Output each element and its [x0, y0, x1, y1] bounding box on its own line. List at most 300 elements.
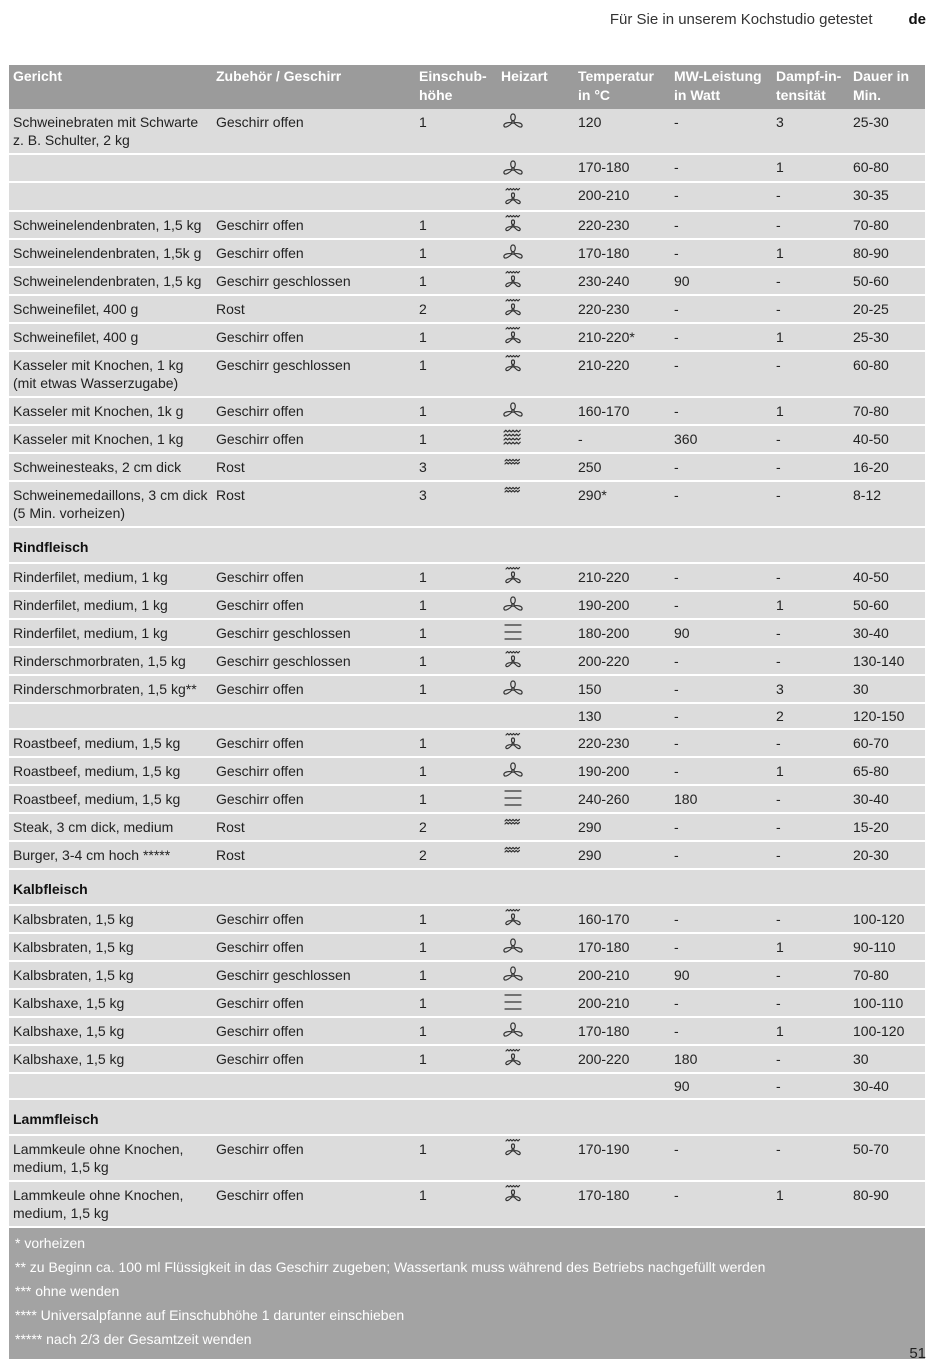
cell-accessory: Geschirr offen [212, 675, 415, 703]
cell-accessory: Geschirr geschlossen [212, 961, 415, 989]
table-row [9, 239, 925, 267]
cell-duration: 30 [849, 675, 925, 703]
page-header-title: Für Sie in unserem Kochstudio getestet [609, 10, 873, 28]
cell-dish [9, 154, 212, 182]
grill-fan-icon [501, 187, 525, 207]
table-row [9, 905, 925, 933]
cell-duration: 40-50 [849, 425, 925, 453]
cell-temperature [574, 1073, 670, 1099]
cell-heating-mode [497, 239, 574, 267]
fan-heat-icon [501, 111, 525, 131]
footnote: *** ohne wenden [15, 1282, 120, 1299]
cell-steam-intensity: - [772, 1135, 849, 1181]
cell-microwave-power: 90 [670, 1073, 772, 1099]
cell-shelf-level: 1 [415, 323, 497, 351]
table-row [9, 295, 925, 323]
table-row [9, 211, 925, 239]
cell-accessory: Geschirr offen [212, 1045, 415, 1073]
cell-duration: 40-50 [849, 563, 925, 591]
cell-shelf-level: 1 [415, 267, 497, 295]
grill-icon [501, 484, 525, 504]
cell-duration: 30-40 [849, 1073, 925, 1099]
cell-temperature: 200-210 [574, 989, 670, 1017]
cell-temperature: 250 [574, 453, 670, 481]
cell-microwave-power: - [670, 989, 772, 1017]
cell-temperature: 180-200 [574, 619, 670, 647]
cell-shelf-level: 1 [415, 109, 497, 154]
cell-temperature: 190-200 [574, 757, 670, 785]
grill-icon [501, 456, 525, 476]
cell-shelf-level: 1 [415, 563, 497, 591]
cell-microwave-power: - [670, 109, 772, 154]
cell-temperature: 170-180 [574, 239, 670, 267]
cell-steam-intensity: - [772, 905, 849, 933]
cell-duration: 30-40 [849, 785, 925, 813]
cell-dish: Rinderschmorbraten, 1,5 kg** [9, 675, 212, 703]
table-row [9, 675, 925, 703]
fan-heat-icon [501, 594, 525, 614]
table-row [9, 425, 925, 453]
cell-steam-intensity: 1 [772, 323, 849, 351]
cell-steam-intensity: - [772, 619, 849, 647]
cell-heating-mode [497, 211, 574, 239]
cell-accessory: Geschirr offen [212, 397, 415, 425]
cell-temperature: 170-180 [574, 933, 670, 961]
table-row [9, 267, 925, 295]
cell-heating-mode [497, 1017, 574, 1045]
cell-microwave-power: - [670, 841, 772, 869]
cell-dish [9, 703, 212, 729]
cell-shelf-level [415, 703, 497, 729]
cell-accessory: Geschirr offen [212, 933, 415, 961]
cell-microwave-power: 90 [670, 961, 772, 989]
grill-fan-icon [501, 1184, 525, 1204]
section-heading-row [9, 527, 925, 563]
cell-microwave-power: - [670, 933, 772, 961]
table-row [9, 619, 925, 647]
cell-dish: Roastbeef, medium, 1,5 kg [9, 729, 212, 757]
cell-shelf-level: 2 [415, 295, 497, 323]
cell-duration: 100-120 [849, 1017, 925, 1045]
cell-microwave-power: - [670, 211, 772, 239]
fan-heat-icon [501, 936, 525, 956]
grill-fan-icon [501, 650, 525, 670]
table-row [9, 351, 925, 397]
cell-dish: Kalbsbraten, 1,5 kg [9, 961, 212, 989]
header-shelf-level: Einschub-höhe [415, 65, 497, 109]
cell-accessory: Rost [212, 813, 415, 841]
cell-temperature: 290 [574, 813, 670, 841]
cell-accessory: Rost [212, 481, 415, 527]
footnotes [9, 1227, 925, 1359]
cell-accessory: Rost [212, 453, 415, 481]
cell-duration: 60-80 [849, 351, 925, 397]
cell-temperature: 290 [574, 841, 670, 869]
fan-heat-icon [501, 760, 525, 780]
cell-steam-intensity: 1 [772, 1181, 849, 1227]
cell-dish: Rinderschmorbraten, 1,5 kg [9, 647, 212, 675]
fan-heat-icon [501, 158, 525, 178]
cell-dish: Roastbeef, medium, 1,5 kg [9, 785, 212, 813]
cell-duration: 15-20 [849, 813, 925, 841]
cell-duration: 90-110 [849, 933, 925, 961]
cell-microwave-power: - [670, 1181, 772, 1227]
grill-fan-icon [501, 908, 525, 928]
table-row [9, 757, 925, 785]
cell-accessory: Geschirr offen [212, 239, 415, 267]
cell-accessory: Geschirr geschlossen [212, 647, 415, 675]
cell-temperature: 240-260 [574, 785, 670, 813]
cell-temperature: - [574, 425, 670, 453]
cell-dish: Kasseler mit Knochen, 1 kg [9, 425, 212, 453]
cell-accessory [212, 154, 415, 182]
cell-steam-intensity: - [772, 961, 849, 989]
cell-shelf-level: 1 [415, 351, 497, 397]
cell-heating-mode [497, 109, 574, 154]
table-row [9, 481, 925, 527]
cell-temperature: 200-210 [574, 182, 670, 210]
full-grill-icon [501, 428, 525, 448]
cell-heating-mode [497, 323, 574, 351]
cell-duration: 25-30 [849, 323, 925, 351]
cell-accessory: Geschirr offen [212, 1135, 415, 1181]
cell-heating-mode [497, 989, 574, 1017]
cell-duration: 60-80 [849, 154, 925, 182]
cell-dish: Lammkeule ohne Knochen, medium, 1,5 kg [9, 1181, 212, 1227]
cell-heating-mode [497, 267, 574, 295]
grill-fan-icon [501, 1048, 525, 1068]
cell-dish: Lammkeule ohne Knochen, medium, 1,5 kg [9, 1135, 212, 1181]
cell-accessory: Geschirr offen [212, 591, 415, 619]
grill-fan-icon [501, 566, 525, 586]
cell-microwave-power: - [670, 729, 772, 757]
table-row [9, 109, 925, 154]
cell-dish: Rinderfilet, medium, 1 kg [9, 619, 212, 647]
cell-heating-mode [497, 905, 574, 933]
cell-dish [9, 1073, 212, 1099]
cell-temperature: 150 [574, 675, 670, 703]
cell-accessory [212, 703, 415, 729]
cell-shelf-level: 1 [415, 1017, 497, 1045]
cell-heating-mode [497, 1181, 574, 1227]
footnote: ** zu Beginn ca. 100 ml Flüssigkeit in das Geschirr zugeben; Wassertank muss während des Betriebs nachgefüllt werden [15, 1258, 766, 1275]
cell-microwave-power: - [670, 591, 772, 619]
cell-heating-mode [497, 841, 574, 869]
cell-dish: Rinderfilet, medium, 1 kg [9, 591, 212, 619]
language-code: de [908, 10, 926, 28]
cell-steam-intensity: 1 [772, 757, 849, 785]
cell-heating-mode [497, 182, 574, 210]
cell-temperature: 170-180 [574, 1017, 670, 1045]
cell-steam-intensity: - [772, 211, 849, 239]
cell-duration: 16-20 [849, 453, 925, 481]
cell-duration: 80-90 [849, 239, 925, 267]
cell-steam-intensity: 1 [772, 239, 849, 267]
cell-shelf-level: 3 [415, 453, 497, 481]
cell-accessory: Geschirr geschlossen [212, 351, 415, 397]
cell-heating-mode [497, 1073, 574, 1099]
grill-fan-icon [501, 732, 525, 752]
cell-accessory: Geschirr offen [212, 1017, 415, 1045]
header-microwave-power: MW-Leistung in Watt [670, 65, 772, 109]
cell-heating-mode [497, 1045, 574, 1073]
cell-duration: 20-30 [849, 841, 925, 869]
grill-icon [501, 816, 525, 836]
cell-steam-intensity: - [772, 1045, 849, 1073]
cell-duration: 30-35 [849, 182, 925, 210]
header-heating-mode: Heizart [497, 65, 574, 109]
cell-dish: Burger, 3-4 cm hoch ***** [9, 841, 212, 869]
section-heading: Kalbfleisch [9, 869, 925, 905]
cell-microwave-power: - [670, 323, 772, 351]
cell-microwave-power: - [670, 563, 772, 591]
table-row [9, 841, 925, 869]
cell-heating-mode [497, 675, 574, 703]
cell-dish: Schweinebraten mit Schwarte z. B. Schulter, 2 kg [9, 109, 212, 154]
cell-steam-intensity: 1 [772, 154, 849, 182]
footnote: **** Universalpfanne auf Einschubhöhe 1 darunter einschieben [15, 1306, 405, 1323]
table-row [9, 703, 925, 729]
footnotes-row [9, 1227, 925, 1359]
top-bottom-heat-icon [501, 992, 525, 1012]
cell-accessory: Geschirr offen [212, 1181, 415, 1227]
top-bottom-heat-icon [501, 788, 525, 808]
cell-duration: 70-80 [849, 961, 925, 989]
cell-duration: 100-120 [849, 905, 925, 933]
cell-microwave-power: 180 [670, 1045, 772, 1073]
table-row [9, 591, 925, 619]
cell-microwave-power: 90 [670, 619, 772, 647]
header-dish: Gericht [9, 65, 212, 109]
cell-microwave-power: - [670, 481, 772, 527]
cell-steam-intensity: - [772, 351, 849, 397]
cell-heating-mode [497, 481, 574, 527]
page-header [0, 8, 926, 30]
table-row [9, 1181, 925, 1227]
table-row [9, 933, 925, 961]
cell-dish: Roastbeef, medium, 1,5 kg [9, 757, 212, 785]
cell-heating-mode [497, 425, 574, 453]
cell-duration: 50-70 [849, 1135, 925, 1181]
cell-dish: Kalbshaxe, 1,5 kg [9, 989, 212, 1017]
cell-duration: 8-12 [849, 481, 925, 527]
header-accessory: Zubehör / Geschirr [212, 65, 415, 109]
cell-dish [9, 182, 212, 210]
table-row [9, 1135, 925, 1181]
cell-duration: 50-60 [849, 267, 925, 295]
cell-steam-intensity: - [772, 647, 849, 675]
cell-temperature: 220-230 [574, 295, 670, 323]
footnote: ***** nach 2/3 der Gesamtzeit wenden [15, 1330, 252, 1347]
cell-steam-intensity: - [772, 785, 849, 813]
cell-dish: Steak, 3 cm dick, medium [9, 813, 212, 841]
cell-steam-intensity: 3 [772, 109, 849, 154]
fan-heat-icon [501, 1020, 525, 1040]
cell-dish: Kasseler mit Knochen, 1 kg (mit etwas Wasserzugabe) [9, 351, 212, 397]
cell-steam-intensity: 1 [772, 1017, 849, 1045]
cell-temperature: 200-210 [574, 961, 670, 989]
cell-dish: Kalbsbraten, 1,5 kg [9, 905, 212, 933]
table-row [9, 1073, 925, 1099]
cell-duration: 30-40 [849, 619, 925, 647]
cell-shelf-level: 1 [415, 1045, 497, 1073]
cell-accessory: Geschirr offen [212, 785, 415, 813]
cell-duration: 30 [849, 1045, 925, 1073]
cell-shelf-level: 1 [415, 425, 497, 453]
cell-steam-intensity: 2 [772, 703, 849, 729]
cell-shelf-level: 1 [415, 647, 497, 675]
grill-icon [501, 844, 525, 864]
cell-temperature: 220-230 [574, 211, 670, 239]
cell-heating-mode [497, 785, 574, 813]
cell-temperature: 160-170 [574, 905, 670, 933]
cell-shelf-level: 1 [415, 785, 497, 813]
cell-heating-mode [497, 351, 574, 397]
cell-microwave-power: 360 [670, 425, 772, 453]
cell-temperature: 290* [574, 481, 670, 527]
cell-heating-mode [497, 703, 574, 729]
cell-shelf-level: 2 [415, 813, 497, 841]
cell-heating-mode [497, 757, 574, 785]
cell-accessory: Geschirr offen [212, 109, 415, 154]
cell-heating-mode [497, 154, 574, 182]
cell-accessory: Geschirr offen [212, 211, 415, 239]
cell-shelf-level: 1 [415, 905, 497, 933]
cell-duration: 120-150 [849, 703, 925, 729]
cell-accessory: Rost [212, 295, 415, 323]
cell-microwave-power: - [670, 182, 772, 210]
cell-dish: Schweinelendenbraten, 1,5 kg [9, 211, 212, 239]
cell-temperature: 120 [574, 109, 670, 154]
footnote: * vorheizen [15, 1234, 86, 1251]
cell-dish: Schweinesteaks, 2 cm dick [9, 453, 212, 481]
cell-microwave-power: - [670, 757, 772, 785]
cell-steam-intensity: - [772, 295, 849, 323]
grill-fan-icon [501, 1138, 525, 1158]
cell-temperature: 200-220 [574, 647, 670, 675]
fan-heat-icon [501, 400, 525, 420]
grill-fan-icon [501, 326, 525, 346]
table-row [9, 647, 925, 675]
cell-microwave-power: - [670, 675, 772, 703]
fan-heat-icon [501, 678, 525, 698]
header-duration: Dauer in Min. [849, 65, 925, 109]
grill-fan-icon [501, 298, 525, 318]
cell-duration: 60-70 [849, 729, 925, 757]
table-row [9, 397, 925, 425]
cell-temperature: 160-170 [574, 397, 670, 425]
table-row [9, 323, 925, 351]
cell-heating-mode [497, 933, 574, 961]
cell-microwave-power: - [670, 1017, 772, 1045]
cell-steam-intensity: 3 [772, 675, 849, 703]
cell-heating-mode [497, 453, 574, 481]
cell-steam-intensity: - [772, 267, 849, 295]
cell-steam-intensity: 1 [772, 933, 849, 961]
cell-dish: Kalbshaxe, 1,5 kg [9, 1045, 212, 1073]
cell-temperature: 220-230 [574, 729, 670, 757]
cell-steam-intensity: - [772, 729, 849, 757]
cell-temperature: 200-220 [574, 1045, 670, 1073]
cell-accessory [212, 1073, 415, 1099]
cell-steam-intensity: 1 [772, 591, 849, 619]
cell-shelf-level: 1 [415, 989, 497, 1017]
cell-temperature: 170-180 [574, 154, 670, 182]
table-row [9, 961, 925, 989]
cell-dish: Schweinefilet, 400 g [9, 323, 212, 351]
cell-accessory [212, 182, 415, 210]
cell-microwave-power: 180 [670, 785, 772, 813]
cell-shelf-level: 1 [415, 1181, 497, 1227]
cell-microwave-power: - [670, 905, 772, 933]
cell-microwave-power: - [670, 351, 772, 397]
cell-temperature: 170-190 [574, 1135, 670, 1181]
cell-accessory: Geschirr offen [212, 563, 415, 591]
cell-accessory: Geschirr offen [212, 425, 415, 453]
cell-shelf-level: 1 [415, 397, 497, 425]
cell-microwave-power: 90 [670, 267, 772, 295]
cell-heating-mode [497, 295, 574, 323]
section-heading: Rindfleisch [9, 527, 925, 563]
cell-heating-mode [497, 647, 574, 675]
grill-fan-icon [501, 354, 525, 374]
cell-dish: Schweinefilet, 400 g [9, 295, 212, 323]
cell-shelf-level: 1 [415, 239, 497, 267]
cell-shelf-level: 1 [415, 933, 497, 961]
cell-duration: 80-90 [849, 1181, 925, 1227]
cell-steam-intensity: - [772, 453, 849, 481]
cell-shelf-level: 1 [415, 961, 497, 989]
cell-shelf-level: 1 [415, 619, 497, 647]
cell-temperature: 210-220 [574, 563, 670, 591]
cell-shelf-level: 1 [415, 591, 497, 619]
table-row [9, 154, 925, 182]
header-temperature: Temperatur in °C [574, 65, 670, 109]
page-number: 51 [909, 1345, 926, 1362]
cell-heating-mode [497, 619, 574, 647]
table-row [9, 563, 925, 591]
cell-steam-intensity: - [772, 841, 849, 869]
cell-duration: 70-80 [849, 211, 925, 239]
table-row [9, 989, 925, 1017]
cell-duration: 65-80 [849, 757, 925, 785]
fan-heat-icon [501, 242, 525, 262]
table-row [9, 453, 925, 481]
cell-shelf-level: 1 [415, 675, 497, 703]
cell-heating-mode [497, 961, 574, 989]
section-heading-row [9, 869, 925, 905]
cell-heating-mode [497, 813, 574, 841]
cell-shelf-level: 2 [415, 841, 497, 869]
grill-fan-icon [501, 214, 525, 234]
table-row [9, 1045, 925, 1073]
cell-accessory: Geschirr geschlossen [212, 619, 415, 647]
cell-microwave-power: - [670, 295, 772, 323]
cell-temperature: 130 [574, 703, 670, 729]
cell-shelf-level: 1 [415, 1135, 497, 1181]
cell-duration: 130-140 [849, 647, 925, 675]
cell-microwave-power: - [670, 703, 772, 729]
grill-fan-icon [501, 270, 525, 290]
cell-steam-intensity: - [772, 1073, 849, 1099]
cell-shelf-level [415, 182, 497, 210]
section-heading: Lammfleisch [9, 1099, 925, 1135]
top-bottom-heat-icon [501, 622, 525, 642]
cell-duration: 100-110 [849, 989, 925, 1017]
cell-heating-mode [497, 591, 574, 619]
cell-accessory: Geschirr offen [212, 905, 415, 933]
cell-shelf-level: 1 [415, 211, 497, 239]
